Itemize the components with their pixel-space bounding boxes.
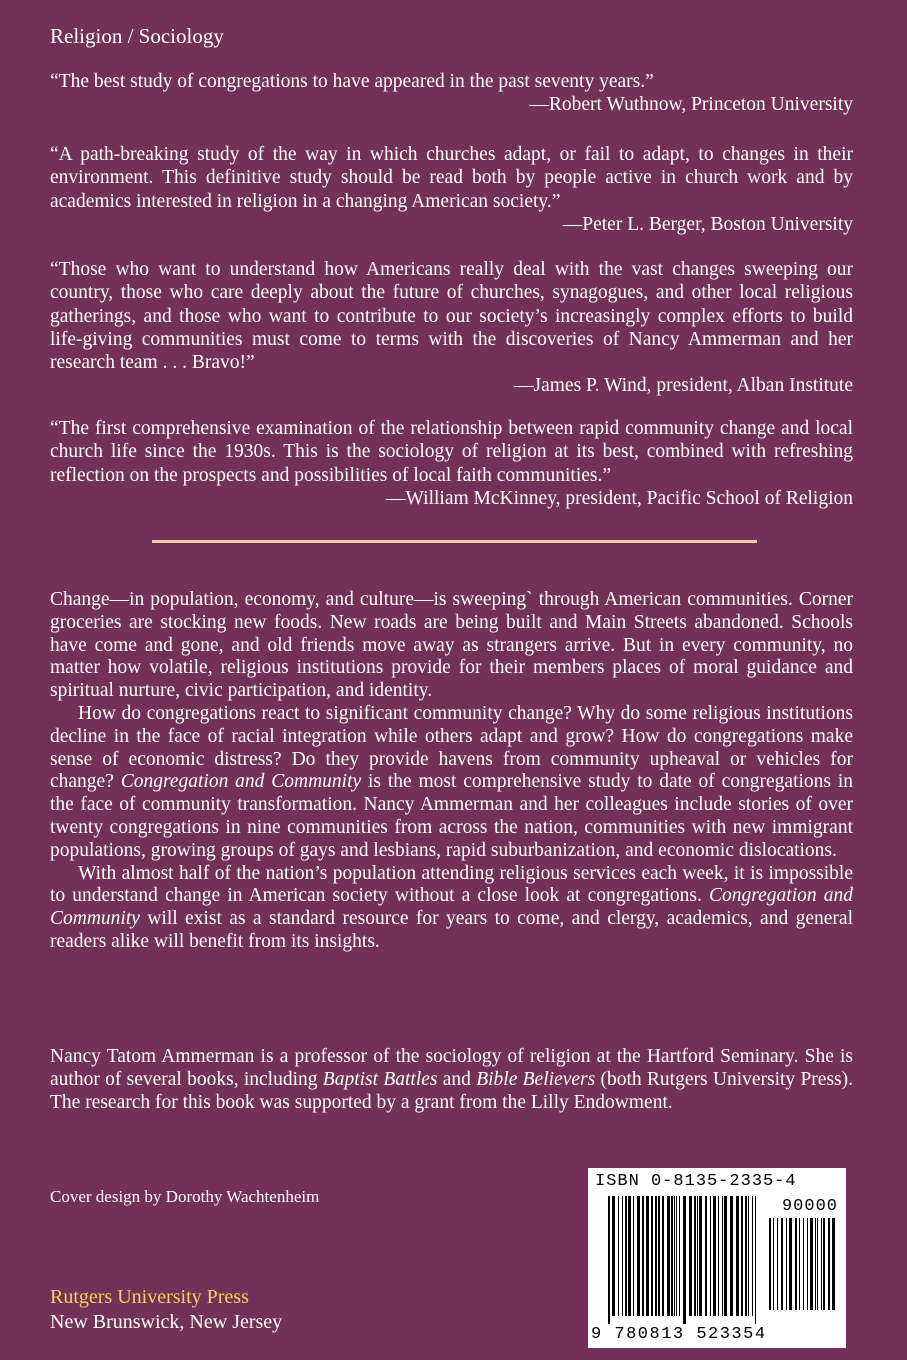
book-title: Baptist Battles: [322, 1068, 438, 1090]
barcode-bar: [755, 1196, 756, 1324]
barcode-bar: [689, 1196, 692, 1316]
quote-attribution: —Robert Wuthnow, Princeton University: [529, 94, 853, 116]
barcode-bar: [679, 1196, 680, 1316]
barcode-bar: [777, 1218, 778, 1310]
price-code: 90000: [781, 1197, 838, 1216]
barcode-bar: [633, 1196, 634, 1316]
author-bio: Nancy Tatom Ammerman is a professor of the sociology of religion at the Hartford Seminary. She is author of several books, including Baptist Battles and Bible Believers (both Rutgers University Press). The research for this book was supported by a grant from the Lilly Endowment.: [50, 1046, 854, 1113]
barcode-bar: [789, 1218, 792, 1310]
barcode-bar: [722, 1196, 723, 1316]
barcode-bar: [713, 1196, 716, 1316]
barcode-bar: [667, 1196, 670, 1316]
description-paragraph-3: With almost half of the nation’s population attending religious services each week, it is impossible to understand change in American society without a close look at congregations. Congregation and Community will exist as a standard resource for years to come, and clergy, academics, and general readers alike will benefit from its insights.: [50, 862, 853, 952]
barcode-bar: [637, 1196, 640, 1316]
barcode-bar: [752, 1196, 753, 1316]
barcode-bar: [697, 1196, 698, 1316]
blurb-quote-2: [50, 143, 853, 236]
barcode-bar: [718, 1196, 719, 1316]
quote-text: “A path-breaking study of the way in which churches adapt, or fail to adapt, to changes in their environment. This definitive study should be read both by people active in church work and by academics interested in religion in a changing American society.”: [50, 144, 853, 212]
barcode-bar: [832, 1218, 835, 1310]
barcode-bar: [810, 1218, 813, 1310]
barcode-bar: [773, 1218, 774, 1310]
divider-rule: [152, 540, 757, 543]
barcode-bar: [815, 1218, 816, 1310]
barcode-bar: [628, 1196, 631, 1316]
barcode-bar: [676, 1196, 677, 1316]
barcode-bar: [646, 1196, 649, 1316]
quote-attribution: —Peter L. Berger, Boston University: [562, 213, 853, 235]
addon-barcode-bars: [769, 1218, 835, 1318]
barcode-bar: [769, 1218, 771, 1310]
barcode-bar: [710, 1196, 711, 1316]
barcode-bar: [748, 1196, 749, 1316]
quote-text: “The first comprehensive examination of the relationship between rapid community change and local church life since the 1930s. This is the sociology of religion at its best, combined with refreshing reflection on the prospects and possibilities of local faith communities.”: [50, 418, 853, 486]
blurb-quote-3: [50, 258, 853, 398]
barcode-bar: [741, 1196, 743, 1316]
barcode-bar: [658, 1196, 660, 1316]
barcode-bar: [828, 1218, 830, 1310]
barcode-bar: [612, 1196, 615, 1316]
blurb-quote-1: [50, 70, 853, 117]
barcode-bar: [823, 1218, 825, 1310]
barcode-bar: [642, 1196, 644, 1316]
description-paragraph-1: Change—in population, economy, and culture—is sweeping` through American communities. Corner groceries are stocking new foods. New roads are being built and Main Streets abandoned. Schools have come and gone, and old friends move away as strangers arrive. But in every community, no matter how volatile, religious institutions provide for their members places of moral guidance and spiritual nurture, civic participation, and identity.: [50, 589, 853, 702]
barcode-bar: [618, 1196, 619, 1316]
book-title: Congregation and Community: [50, 885, 853, 930]
publisher-name: Rutgers University Press: [50, 1286, 249, 1308]
barcode-bar: [724, 1196, 727, 1316]
barcode-bar: [705, 1196, 707, 1316]
barcode-bar: [807, 1218, 808, 1310]
barcode-bar: [683, 1196, 686, 1324]
category-label: Religion / Sociology: [50, 24, 224, 48]
barcode-bar: [821, 1218, 822, 1310]
barcode-bar: [622, 1196, 623, 1316]
barcode-bar: [625, 1196, 627, 1316]
barcode-bar: [655, 1196, 657, 1316]
barcode-bar: [795, 1218, 797, 1310]
ean-barcode-bars: [608, 1196, 758, 1324]
barcode-bar: [671, 1196, 673, 1316]
ean-number: 9 780813 523354: [591, 1325, 767, 1344]
book-title: Bible Believers: [476, 1068, 596, 1090]
quote-attribution: —William McKinney, president, Pacific School of Religion: [386, 487, 853, 509]
book-description: [50, 589, 853, 954]
isbn-text: ISBN 0-8135-2335-4: [595, 1172, 797, 1191]
barcode-bar: [674, 1196, 675, 1316]
cover-credit: Cover design by Dorothy Wachtenheim: [50, 1187, 320, 1206]
barcode-bar: [781, 1218, 783, 1310]
barcode-bar: [745, 1196, 747, 1316]
quote-text: “The best study of congregations to have appeared in the past seventy years.”: [50, 71, 654, 92]
barcode-bar: [799, 1218, 800, 1310]
barcode-bar: [817, 1218, 818, 1310]
quote-text: “Those who want to understand how Americans really deal with the vast changes sweeping our country, those who care deeply about the future of churches, synagogues, and other local religious gatherings, and those who want to contribute to our society’s increasingly complex efforts to build life-giving communities must come to terms with the discoveries of Nancy Ammerman and her research team . . . Bravo!”: [50, 259, 853, 374]
barcode-bar: [608, 1196, 610, 1324]
barcode-bar: [694, 1196, 696, 1316]
barcode-bar: [651, 1196, 653, 1316]
quote-attribution: —James P. Wind, president, Alban Institute: [514, 375, 853, 397]
book-title: Congregation and Community: [120, 771, 362, 793]
barcode-bar: [786, 1218, 787, 1310]
barcode-bar: [699, 1196, 702, 1316]
description-paragraph-2: How do congregations react to significant community change? Why do some religious institutions decline in the face of racial integration while others adapt and grow? How do congregations make sense of economic distress? Do they provide havens from community upheaval or vehicles for change? Congregation and Community is the most comprehensive study to date of congregations in the face of community transformation. Nancy Ammerman and her colleagues include stories of over twenty congregations in nine communities from across the nation, communities with new immigrant populations, growing groups of gays and lesbians, rapid suburbanization, and economic dislocations.: [50, 702, 854, 861]
publisher-location: New Brunswick, New Jersey: [50, 1311, 283, 1333]
blurb-quote-4: [50, 417, 853, 510]
barcode-bar: [803, 1218, 804, 1310]
isbn-barcode: [588, 1168, 846, 1348]
barcode-bar: [662, 1196, 664, 1316]
barcode-bar: [730, 1196, 733, 1316]
barcode-bar: [736, 1196, 739, 1316]
